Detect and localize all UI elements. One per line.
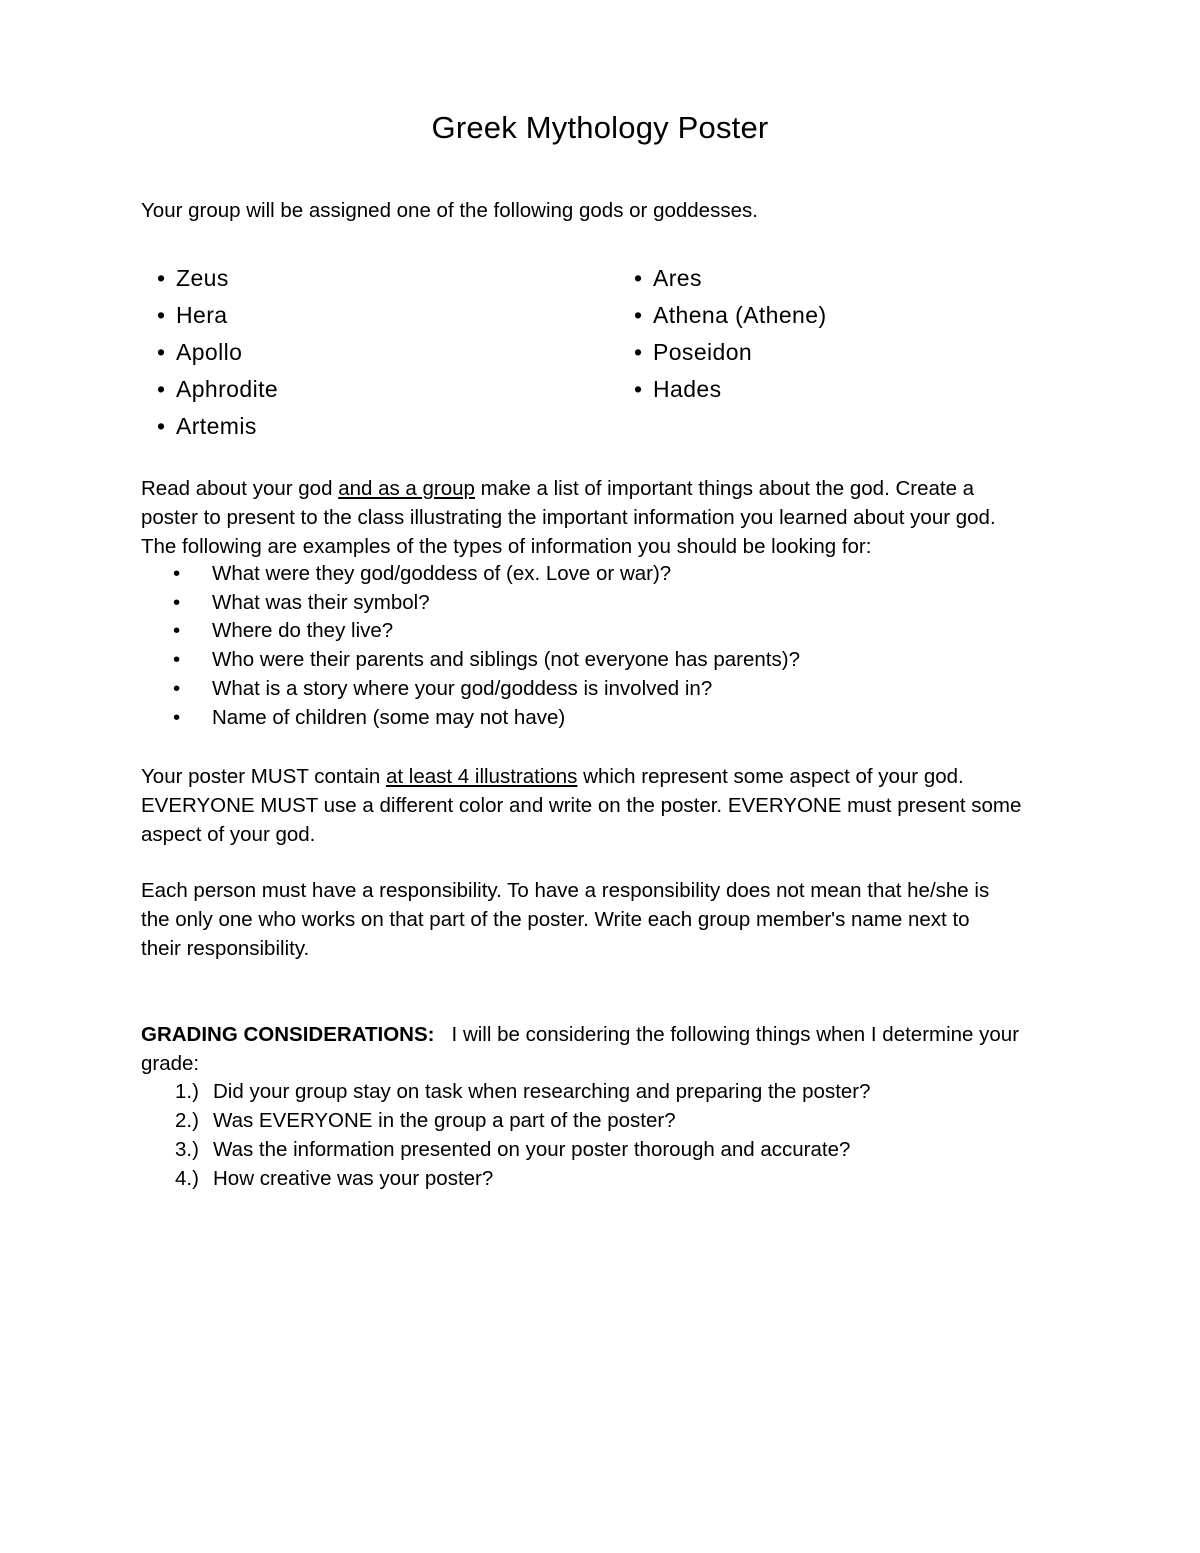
bullet-icon: • xyxy=(634,265,643,291)
text-span: which represent some aspect of your god. xyxy=(577,765,964,788)
list-item xyxy=(634,260,827,297)
criterion-text: Did your group stay on task when researching and preparing the poster? xyxy=(213,1080,871,1103)
list-item xyxy=(141,617,800,646)
instructions-paragraph xyxy=(141,474,1071,561)
bullet-icon: • xyxy=(173,619,181,643)
god-name: Athena (Athene) xyxy=(653,302,827,328)
responsibility-paragraph xyxy=(141,876,1071,963)
text-span: Read about your god xyxy=(141,477,339,500)
bullet-icon: • xyxy=(157,376,166,402)
text-span: make a list of important things about the god. Create a xyxy=(474,477,975,500)
underlined-text: and as a group xyxy=(338,477,475,500)
paragraph-line: poster to present to the class illustrating the important information you learned about your god. xyxy=(141,506,996,529)
paragraph-line xyxy=(141,474,1071,503)
bullet-icon: • xyxy=(173,648,181,672)
gods-list-right xyxy=(634,260,827,408)
list-item xyxy=(141,646,800,675)
illustrations-paragraph xyxy=(141,762,1071,849)
text-span: I will be considering the following things when I determine your xyxy=(434,1023,1020,1046)
list-item xyxy=(634,297,827,334)
bullet-icon: • xyxy=(173,562,181,585)
list-item xyxy=(157,408,278,445)
paragraph-line xyxy=(141,1020,1071,1049)
god-name: Artemis xyxy=(176,413,257,439)
god-name: Ares xyxy=(653,265,702,291)
item-number: 4.) xyxy=(175,1167,199,1190)
criterion-text: How creative was your poster? xyxy=(213,1167,494,1190)
gods-list-left xyxy=(157,260,278,445)
list-item xyxy=(157,260,278,297)
item-number: 1.) xyxy=(175,1080,199,1103)
grading-criteria-list xyxy=(141,1077,871,1193)
intro-text: Your group will be assigned one of the following gods or goddesses. xyxy=(141,199,758,222)
grading-paragraph xyxy=(141,1020,1071,1078)
paragraph-line: aspect of your god. xyxy=(141,823,316,846)
god-name: Hades xyxy=(653,376,722,402)
god-name: Poseidon xyxy=(653,339,753,365)
criterion-text: Was EVERYONE in the group a part of the poster? xyxy=(213,1109,676,1132)
god-name: Apollo xyxy=(176,339,243,365)
example-text: What were they god/goddess of (ex. Love or war)? xyxy=(212,562,672,585)
item-number: 3.) xyxy=(175,1138,199,1161)
bullet-icon: • xyxy=(157,302,166,328)
list-item xyxy=(141,1135,871,1164)
example-text: What was their symbol? xyxy=(212,590,430,614)
bullet-icon: • xyxy=(173,705,181,729)
god-name: Hera xyxy=(176,302,228,328)
grading-heading: GRADING CONSIDERATIONS: xyxy=(141,1023,435,1046)
bullet-icon: • xyxy=(157,265,166,291)
list-item xyxy=(141,1106,871,1135)
criterion-text: Was the information presented on your poster thorough and accurate? xyxy=(213,1138,851,1161)
paragraph-line: EVERYONE MUST use a different color and write on the poster. EVERYONE must present some xyxy=(141,794,1022,817)
god-name: Zeus xyxy=(176,265,229,291)
paragraph-line: Each person must have a responsibility. To have a responsibility does not mean that he/she is xyxy=(141,879,990,902)
bullet-icon: • xyxy=(157,339,166,365)
paragraph-line: the only one who works on that part of the poster. Write each group member's name next to xyxy=(141,908,970,931)
example-text: Name of children (some may not have) xyxy=(212,705,566,729)
page-title: Greek Mythology Poster xyxy=(431,110,769,145)
list-item xyxy=(634,334,827,371)
bullet-icon: • xyxy=(634,339,643,365)
bullet-icon: • xyxy=(157,413,166,439)
paragraph-line: their responsibility. xyxy=(141,937,310,960)
list-item xyxy=(157,297,278,334)
list-item xyxy=(634,371,827,408)
bullet-icon: • xyxy=(634,376,643,402)
example-text: What is a story where your god/goddess is involved in? xyxy=(212,676,713,700)
list-item xyxy=(141,560,800,589)
text-span: Your poster MUST contain xyxy=(141,765,386,788)
list-item xyxy=(157,371,278,408)
example-text: Where do they live? xyxy=(212,619,394,643)
list-item xyxy=(141,1164,871,1193)
god-name: Aphrodite xyxy=(176,376,279,402)
bullet-icon: • xyxy=(173,590,181,614)
paragraph-line xyxy=(141,762,1071,791)
list-item xyxy=(157,334,278,371)
list-item xyxy=(141,1077,871,1106)
example-text: Who were their parents and siblings (not everyone has parents)? xyxy=(212,648,800,672)
paragraph-line: The following are examples of the types of information you should be looking for: xyxy=(141,535,872,558)
underlined-text: at least 4 illustrations xyxy=(386,765,578,788)
item-number: 2.) xyxy=(175,1109,199,1132)
bullet-icon: • xyxy=(173,676,181,700)
paragraph-line: grade: xyxy=(141,1052,200,1075)
list-item xyxy=(141,704,800,733)
bullet-icon: • xyxy=(634,302,643,328)
list-item xyxy=(141,675,800,704)
list-item xyxy=(141,589,800,618)
examples-list xyxy=(141,560,800,732)
